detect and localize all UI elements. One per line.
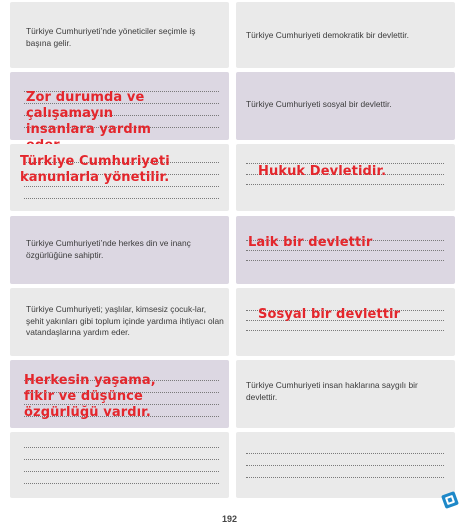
card-r5-right bbox=[236, 288, 455, 356]
handwritten-answer: Sosyal bir devlettir bbox=[258, 307, 401, 322]
card-text: Türkiye Cumhuriyeti’nde yöneticiler seçimle iş başına gelir. bbox=[26, 26, 196, 48]
card-r3-right bbox=[236, 144, 455, 211]
handwritten-answer: Laik bir devlettir bbox=[248, 235, 373, 250]
handwritten-answer: Herkesin yaşama, fikir ve düşünce özgürlüğü vardır. bbox=[24, 373, 156, 420]
card-r6-left bbox=[10, 360, 229, 428]
card-r2-left bbox=[10, 72, 229, 140]
handwritten-answer: Hukuk Devletidir. bbox=[258, 164, 387, 179]
card-r4-right bbox=[236, 216, 455, 284]
card-r5-left bbox=[10, 288, 229, 356]
page-number: 192 bbox=[221, 514, 238, 524]
card-r7-right bbox=[236, 432, 455, 498]
card-r4-left bbox=[10, 216, 229, 284]
card-r2-right bbox=[236, 72, 455, 140]
card-text: Türkiye Cumhuriyeti sosyal bir devlettir. bbox=[246, 99, 392, 109]
card-text: Türkiye Cumhuriyeti insan haklarına saygılı bir devlettir. bbox=[246, 380, 418, 402]
card-r3-left bbox=[10, 144, 229, 211]
card-r6-right bbox=[236, 360, 455, 428]
card-text: Türkiye Cumhuriyeti demokratik bir devlettir. bbox=[246, 30, 409, 40]
book-icon bbox=[437, 487, 463, 513]
handwritten-answer: Zor durumda ve çalışamayın insanlara yardım bbox=[26, 90, 151, 137]
card-r1-right bbox=[236, 2, 455, 68]
card-r1-left bbox=[10, 2, 229, 68]
handwritten-answer: Türkiye Cumhuriyeti kanunlarla yönetilir. bbox=[20, 154, 170, 185]
card-r7-left bbox=[10, 432, 229, 498]
card-text: Türkiye Cumhuriyeti; yaşlılar, kimsesiz çocuk-lar, şehit yakınları gibi toplum içinde yardıma ihtiyacı olan vatandaşlarına yardım eder. bbox=[26, 304, 224, 337]
card-text: Türkiye Cumhuriyeti’nde herkes din ve inanç özgürlüğüne sahiptir. bbox=[26, 238, 191, 260]
